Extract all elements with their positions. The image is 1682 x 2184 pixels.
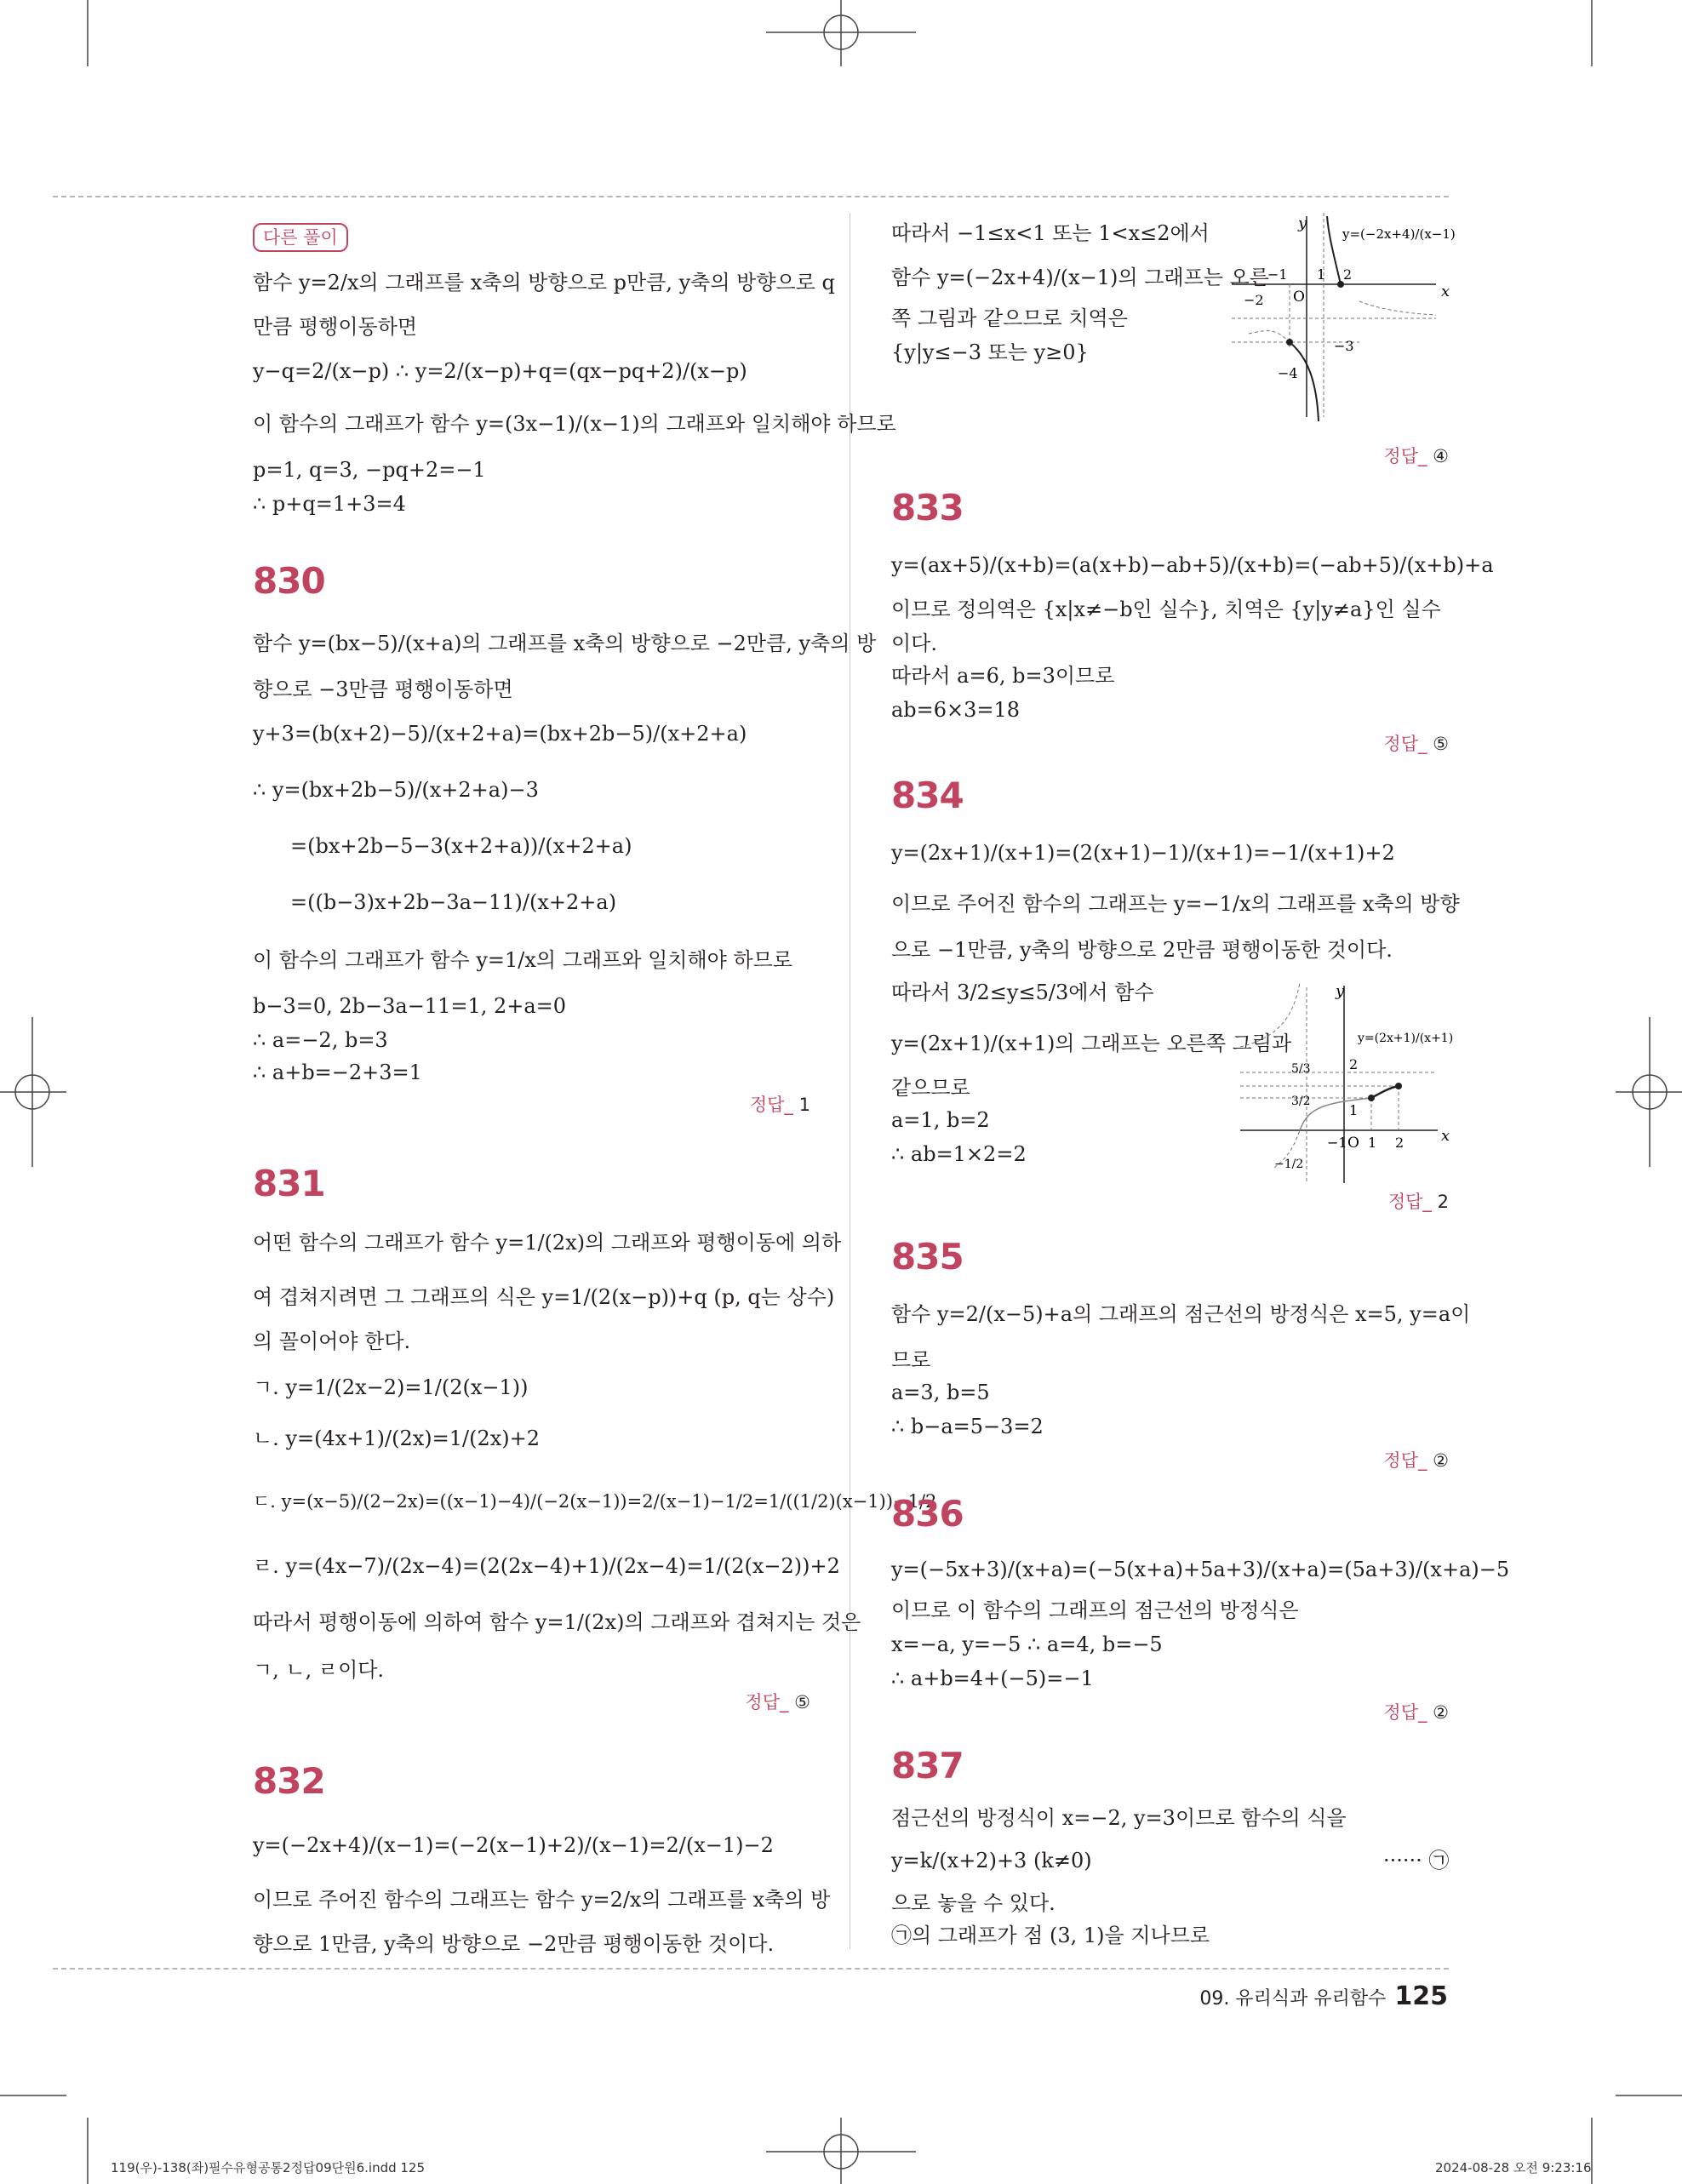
- bottom-dashed-rule: [53, 1968, 1449, 1970]
- answer-value: 2: [1437, 1192, 1449, 1212]
- tick-label: 2: [1343, 266, 1353, 283]
- text-line: ㄱ, ㄴ, ㄹ이다.: [253, 1658, 385, 1682]
- text-line: ㄹ. y=(4x−7)/(2x−4)=(2(2x−4)+1)/(2x−4)=1/(2(x−2))+2: [253, 1554, 840, 1578]
- problem-number: 835: [891, 1236, 964, 1278]
- text-line: ㄱ. y=1/(2x−2)=1/(2(x−1)): [253, 1375, 529, 1399]
- text-line: 함수 y=(−2x+4)/(x−1)의 그래프는 오른: [891, 266, 1269, 289]
- tick-label: 1: [1368, 1135, 1377, 1151]
- tick-label: −3: [1334, 338, 1354, 354]
- tick-label: 1: [1317, 266, 1326, 283]
- problem-number: 834: [891, 775, 964, 816]
- text-line: 따라서 평행이동에 의하여 함수 y=1/(2x)의 그래프와 겹쳐지는 것은: [253, 1610, 861, 1634]
- text-line: y+3=(b(x+2)−5)/(x+2+a)=(bx+2b−5)/(x+2+a): [253, 722, 747, 746]
- function-label: y=(−2x+4)/(x−1): [1342, 226, 1456, 242]
- answer: [1383, 443, 1449, 468]
- answer-label: 정답_: [1383, 446, 1427, 466]
- answer: [1383, 1699, 1449, 1724]
- text-line: 향으로 −3만큼 평행이동하면: [253, 677, 513, 701]
- text-line: 함수 y=(bx−5)/(x+a)의 그래프를 x축의 방향으로 −2만큼, y축의 방: [253, 632, 877, 655]
- text-line: =((b−3)x+2b−3a−11)/(x+2+a): [290, 890, 617, 914]
- tick-label: 2: [1349, 1056, 1359, 1072]
- text-line: 쪽 그림과 같으므로 치역은: [891, 306, 1128, 330]
- text-line: y=(2x+1)/(x+1)의 그래프는 오른쪽 그림과: [891, 1032, 1292, 1055]
- text-line: 점근선의 방정식이 x=−2, y=3이므로 함수의 식을: [891, 1806, 1347, 1830]
- alt-solution-badge: 다른 풀이: [253, 223, 348, 252]
- problem-number: 836: [891, 1493, 964, 1535]
- function-label: y=(2x+1)/(x+1): [1358, 1032, 1453, 1045]
- tick-label: 5/3: [1291, 1062, 1311, 1076]
- text-line: y=(−2x+4)/(x−1)=(−2(x−1)+2)/(x−1)=2/(x−1)−2: [253, 1833, 774, 1857]
- answer-value: ⑤: [794, 1692, 810, 1712]
- text-line: 므로: [891, 1348, 931, 1372]
- text-line: 따라서 −1≤x<1 또는 1<x≤2에서: [891, 221, 1210, 245]
- text-line: 이므로 정의역은 {x|x≠−b인 실수}, 치역은 {y|y≠a}인 실수: [891, 597, 1441, 621]
- text-line: ∴ b−a=5−3=2: [891, 1415, 1044, 1438]
- graph-832: [1232, 213, 1487, 426]
- problem-number: 833: [891, 487, 964, 529]
- text-line: ∴ a+b=4+(−5)=−1: [891, 1667, 1094, 1690]
- text-line: 따라서 3/2≤y≤5/3에서 함수: [891, 981, 1154, 1004]
- text-line: p=1, q=3, −pq+2=−1: [253, 458, 486, 482]
- text-line: 이 함수의 그래프가 함수 y=1/x의 그래프와 일치해야 하므로: [253, 948, 793, 972]
- tick-label: 1: [1349, 1102, 1359, 1118]
- answer: [750, 1091, 810, 1117]
- equation-tag: ······ ㉠: [1383, 1849, 1450, 1872]
- text-line: 어떤 함수의 그래프가 함수 y=1/(2x)의 그래프와 평행이동에 의하: [253, 1231, 842, 1255]
- top-dashed-rule: [53, 196, 1449, 197]
- answer-label: 정답_: [1383, 1702, 1427, 1723]
- print-timestamp: 2024-08-28 오전 9:23:16: [1435, 2160, 1592, 2175]
- tick-label: −1: [1267, 266, 1288, 283]
- answer-value: 1: [798, 1095, 810, 1115]
- text-line: y=(2x+1)/(x+1)=(2(x+1)−1)/(x+1)=−1/(x+1)+2: [891, 841, 1395, 865]
- text-line: 으로 −1만큼, y축의 방향으로 2만큼 평행이동한 것이다.: [891, 938, 1393, 962]
- text-line: 이므로 이 함수의 그래프의 점근선의 방정식은: [891, 1598, 1299, 1622]
- right-column: [891, 213, 1510, 1949]
- problem-number: 832: [253, 1760, 325, 1802]
- page-number: 125: [1394, 1981, 1448, 2011]
- tick-label: 2: [1395, 1135, 1405, 1151]
- text-line: ab=6×3=18: [891, 698, 1021, 722]
- text-line: ∴ p+q=1+3=4: [253, 492, 406, 516]
- answer: [1388, 1188, 1449, 1214]
- text-line: 이 함수의 그래프가 함수 y=(3x−1)/(x−1)의 그래프와 일치해야 하므로: [253, 412, 896, 436]
- page-footer: [1199, 1981, 1448, 2011]
- answer-label: 정답_: [749, 1095, 793, 1115]
- tick-label: −4: [1278, 365, 1298, 381]
- text-line: y−q=2/(x−p) ∴ y=2/(x−p)+q=(qx−pq+2)/(x−p): [253, 359, 747, 383]
- tick-label: −1/2: [1274, 1158, 1304, 1171]
- text-line: b−3=0, 2b−3a−11=1, 2+a=0: [253, 994, 567, 1018]
- text-line: 이다.: [891, 632, 937, 655]
- text-line: ∴ a+b=−2+3=1: [253, 1061, 422, 1084]
- answer-label: 정답_: [1387, 1192, 1432, 1212]
- chapter-title: 09. 유리식과 유리함수: [1199, 1988, 1387, 2010]
- text-line: a=1, b=2: [891, 1108, 990, 1132]
- axis-label: y: [1336, 982, 1345, 1000]
- problem-number: 830: [253, 560, 325, 602]
- answer-label: 정답_: [1383, 734, 1427, 754]
- answer-value: ②: [1433, 1450, 1449, 1471]
- text-line: 함수 y=2/(x−5)+a의 그래프의 점근선의 방정식은 x=5, y=a이: [891, 1302, 1471, 1326]
- text-line: 향으로 1만큼, y축의 방향으로 −2만큼 평행이동한 것이다.: [253, 1932, 775, 1956]
- axis-label: y: [1298, 214, 1307, 232]
- tick-label: −2: [1244, 292, 1264, 308]
- text-line: a=3, b=5: [891, 1381, 990, 1404]
- text-line: 여 겹쳐지려면 그 그래프의 식은 y=1/(2(x−p))+q (p, q는 상수): [253, 1285, 835, 1309]
- text-line: ㉠의 그래프가 점 (3, 1)을 지나므로: [891, 1924, 1210, 1947]
- text-line: 이므로 주어진 함수의 그래프는 함수 y=2/x의 그래프를 x축의 방: [253, 1888, 831, 1912]
- text-line: 이므로 주어진 함수의 그래프는 y=−1/x의 그래프를 x축의 방향: [891, 892, 1460, 916]
- problem-number: 831: [253, 1163, 325, 1204]
- tick-label: 3/2: [1291, 1095, 1311, 1108]
- text-line: 의 꼴이어야 한다.: [253, 1329, 411, 1353]
- text-line: 으로 놓을 수 있다.: [891, 1891, 1056, 1915]
- text-line: ∴ ab=1×2=2: [891, 1142, 1027, 1166]
- text-line: {y|y≤−3 또는 y≥0}: [891, 340, 1089, 364]
- text-line: 함수 y=2/x의 그래프를 x축의 방향으로 p만큼, y축의 방향으로 q: [253, 271, 835, 294]
- origin-label: O: [1347, 1135, 1359, 1152]
- text-line: y=k/(x+2)+3 (k≠0): [891, 1849, 1092, 1872]
- text-line: ∴ a=−2, b=3: [253, 1028, 388, 1052]
- text-line: ㄷ. y=(x−5)/(2−2x)=((x−1)−4)/(−2(x−1))=2/(x−1)−1/2=1/((1/2)(x−1))−1/2: [253, 1491, 937, 1512]
- answer-value: ⑤: [1433, 734, 1449, 754]
- axis-label: x: [1441, 1127, 1450, 1145]
- text-line: x=−a, y=−5 ∴ a=4, b=−5: [891, 1632, 1163, 1656]
- answer: [1383, 730, 1449, 756]
- text-line: =(bx+2b−5−3(x+2+a))/(x+2+a): [290, 834, 632, 858]
- graph-834: [1240, 979, 1453, 1192]
- text-line: 만큼 평행이동하면: [253, 315, 418, 339]
- answer-label: 정답_: [745, 1692, 789, 1712]
- print-file-info: 119(우)-138(좌)필수유형공통2정답09단원6.indd 125: [111, 2160, 426, 2175]
- text-line: y=(−5x+3)/(x+a)=(−5(x+a)+5a+3)/(x+a)=(5a+3)/(x+a)−5: [891, 1558, 1510, 1581]
- text-line: ∴ y=(bx+2b−5)/(x+2+a)−3: [253, 778, 539, 802]
- problem-number: 837: [891, 1745, 964, 1787]
- answer-value: ④: [1433, 446, 1449, 466]
- answer-value: ②: [1433, 1702, 1449, 1723]
- text-line: ㄴ. y=(4x+1)/(2x)=1/(2x)+2: [253, 1426, 541, 1450]
- axis-label: x: [1441, 283, 1450, 300]
- text-line: 따라서 a=6, b=3이므로: [891, 664, 1115, 688]
- answer: [745, 1689, 810, 1714]
- origin-label: O: [1293, 289, 1305, 306]
- text-line: y=(ax+5)/(x+b)=(a(x+b)−ab+5)/(x+b)=(−ab+5)/(x+b)+a: [891, 553, 1494, 577]
- tick-label: −1: [1327, 1135, 1347, 1151]
- answer-label: 정답_: [1383, 1450, 1427, 1471]
- answer: [1383, 1447, 1449, 1472]
- text-line: 같으므로: [891, 1076, 970, 1100]
